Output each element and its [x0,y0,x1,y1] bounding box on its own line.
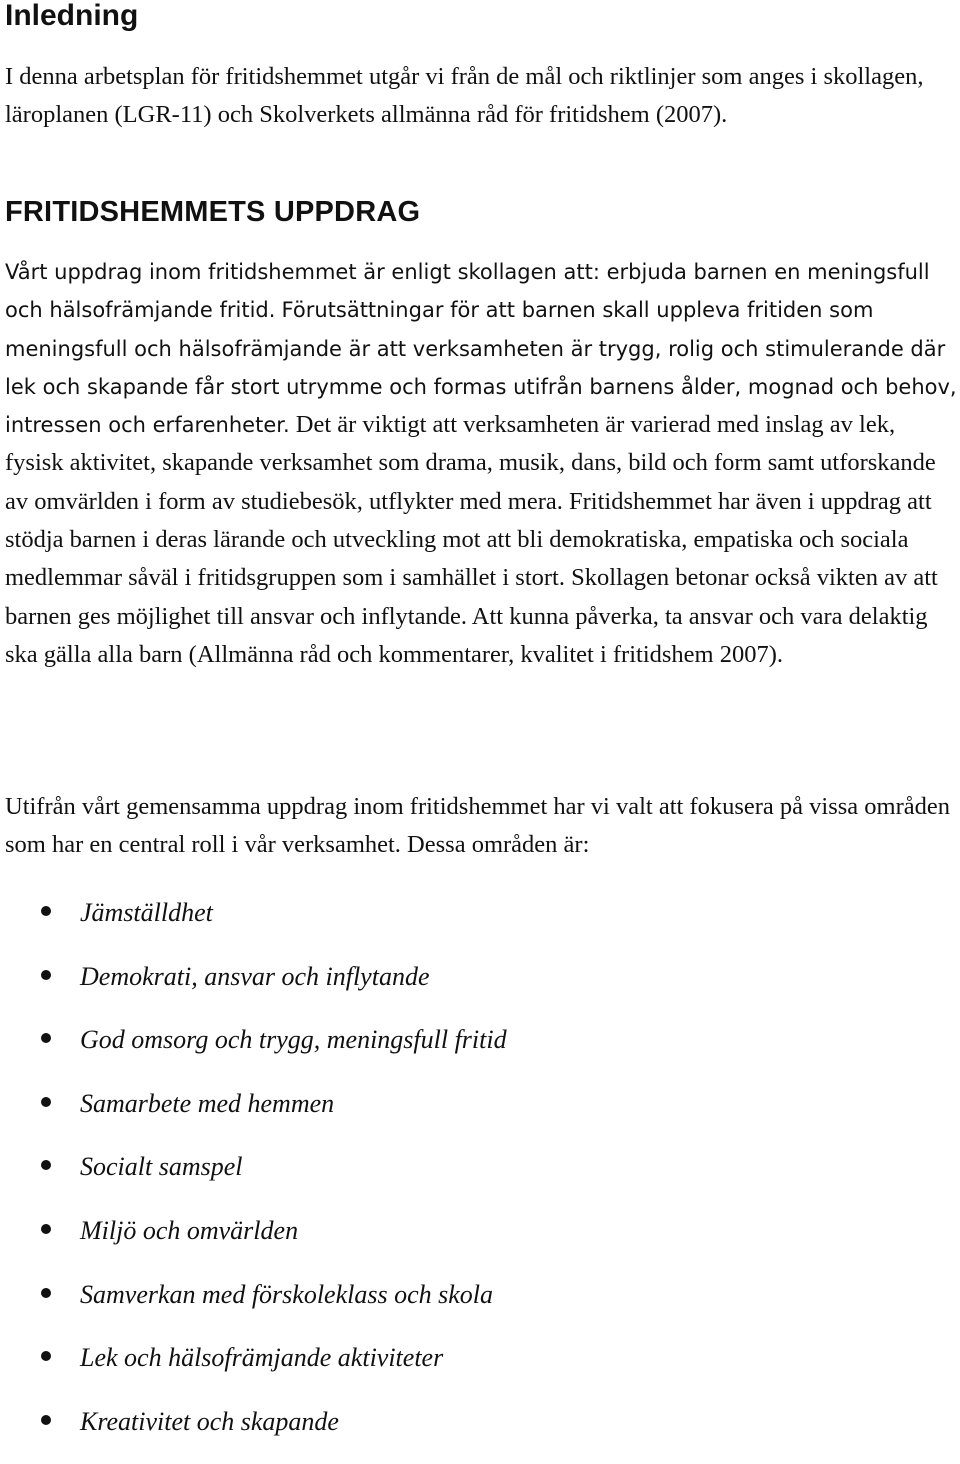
bullet-icon [41,1224,51,1234]
area-label: Kreativitet och skapande [80,1406,339,1436]
uppdrag-paragraph [5,253,957,674]
uppdrag-sentence-5: Skollagen betonar också vikten av att barnen ges möjlighet till ansvar och inflytande. [5,564,938,630]
uppdrag-sentence-3: Det är viktigt att verksamheten är varierad med inslag av lek, fysisk aktivitet, skapande verksamhet som drama, musik, dans, bild och form samt utforskande av omvärlden i form av studiebesök, utflykter med mera. [5,411,936,515]
uppdrag-sentence-4: Fritidshemmet har även i uppdrag att stödja barnen i deras lärande och utveckling mot att bli demokratiska, empatiska och sociala medlemmar såväl i fritidsgruppen som i samhället i stort. [5,487,932,592]
intro-paragraph: I denna arbetsplan för fritidshemmet utgår vi från de mål och riktlinjer som anges i skollagen, läroplanen (LGR-11) och Skolverkets allmänna råd för fritidshem (2007). [5,63,924,128]
bullet-icon [41,1351,51,1361]
area-label: Jämställdhet [80,898,213,927]
list-item [5,956,955,1020]
heading-uppdrag: FRITIDSHEMMETS UPPDRAG [5,196,421,228]
list-item [5,892,955,956]
list-item [5,1210,955,1274]
uppdrag-sentence-6: Att kunna påverka, ta ansvar och vara delaktig ska gälla alla barn (Allmänna råd och kommentarer, kvalitet i fritidshem 2007). [5,602,928,668]
list-item [5,1401,955,1464]
bullet-icon [41,1097,51,1107]
area-label: Lek och hälsofrämjande aktiviteter [80,1343,444,1373]
bullet-icon [41,1415,51,1425]
focus-areas-list [5,892,955,1464]
list-item [5,1337,955,1401]
uppdrag-sentence-2: Förutsättningar för att barnen skall uppleva fritiden som meningsfull och hälsofrämjande är att verksamheten är trygg, rolig och stimulerande där lek och skapande får stort utrymme och formas utifrån barnens ålder, mognad och behov, intressen och erfarenheter. [5,298,957,438]
list-item [5,1146,955,1210]
bullet-icon [41,970,51,980]
area-label: Miljö och omvärlden [80,1215,299,1245]
area-label: Samarbete med hemmen [80,1088,335,1118]
uppdrag-sentence-1: Vårt uppdrag inom fritidshemmet är enligt skollagen att: erbjuda barnen en meningsfull och hälsofrämjande fritid. [5,260,930,323]
list-item [5,1274,955,1338]
list-item [5,1083,955,1147]
area-label: God omsorg och trygg, meningsfull fritid [80,1025,507,1055]
heading-inledning: Inledning [5,0,139,32]
bullet-icon [41,1033,51,1043]
bullet-icon [41,906,51,916]
area-label: Demokrati, ansvar och inflytande [80,961,430,991]
focus-paragraph: Utifrån vårt gemensamma uppdrag inom fritidshemmet har vi valt att fokusera på vissa områden som har en central roll i vår verksamhet. Dessa områden är: [5,793,951,858]
area-label: Samverkan med förskoleklass och skola [80,1279,494,1309]
bullet-icon [41,1288,51,1298]
list-item [5,1019,955,1083]
area-label: Socialt samspel [80,1152,243,1182]
bullet-icon [41,1160,51,1170]
